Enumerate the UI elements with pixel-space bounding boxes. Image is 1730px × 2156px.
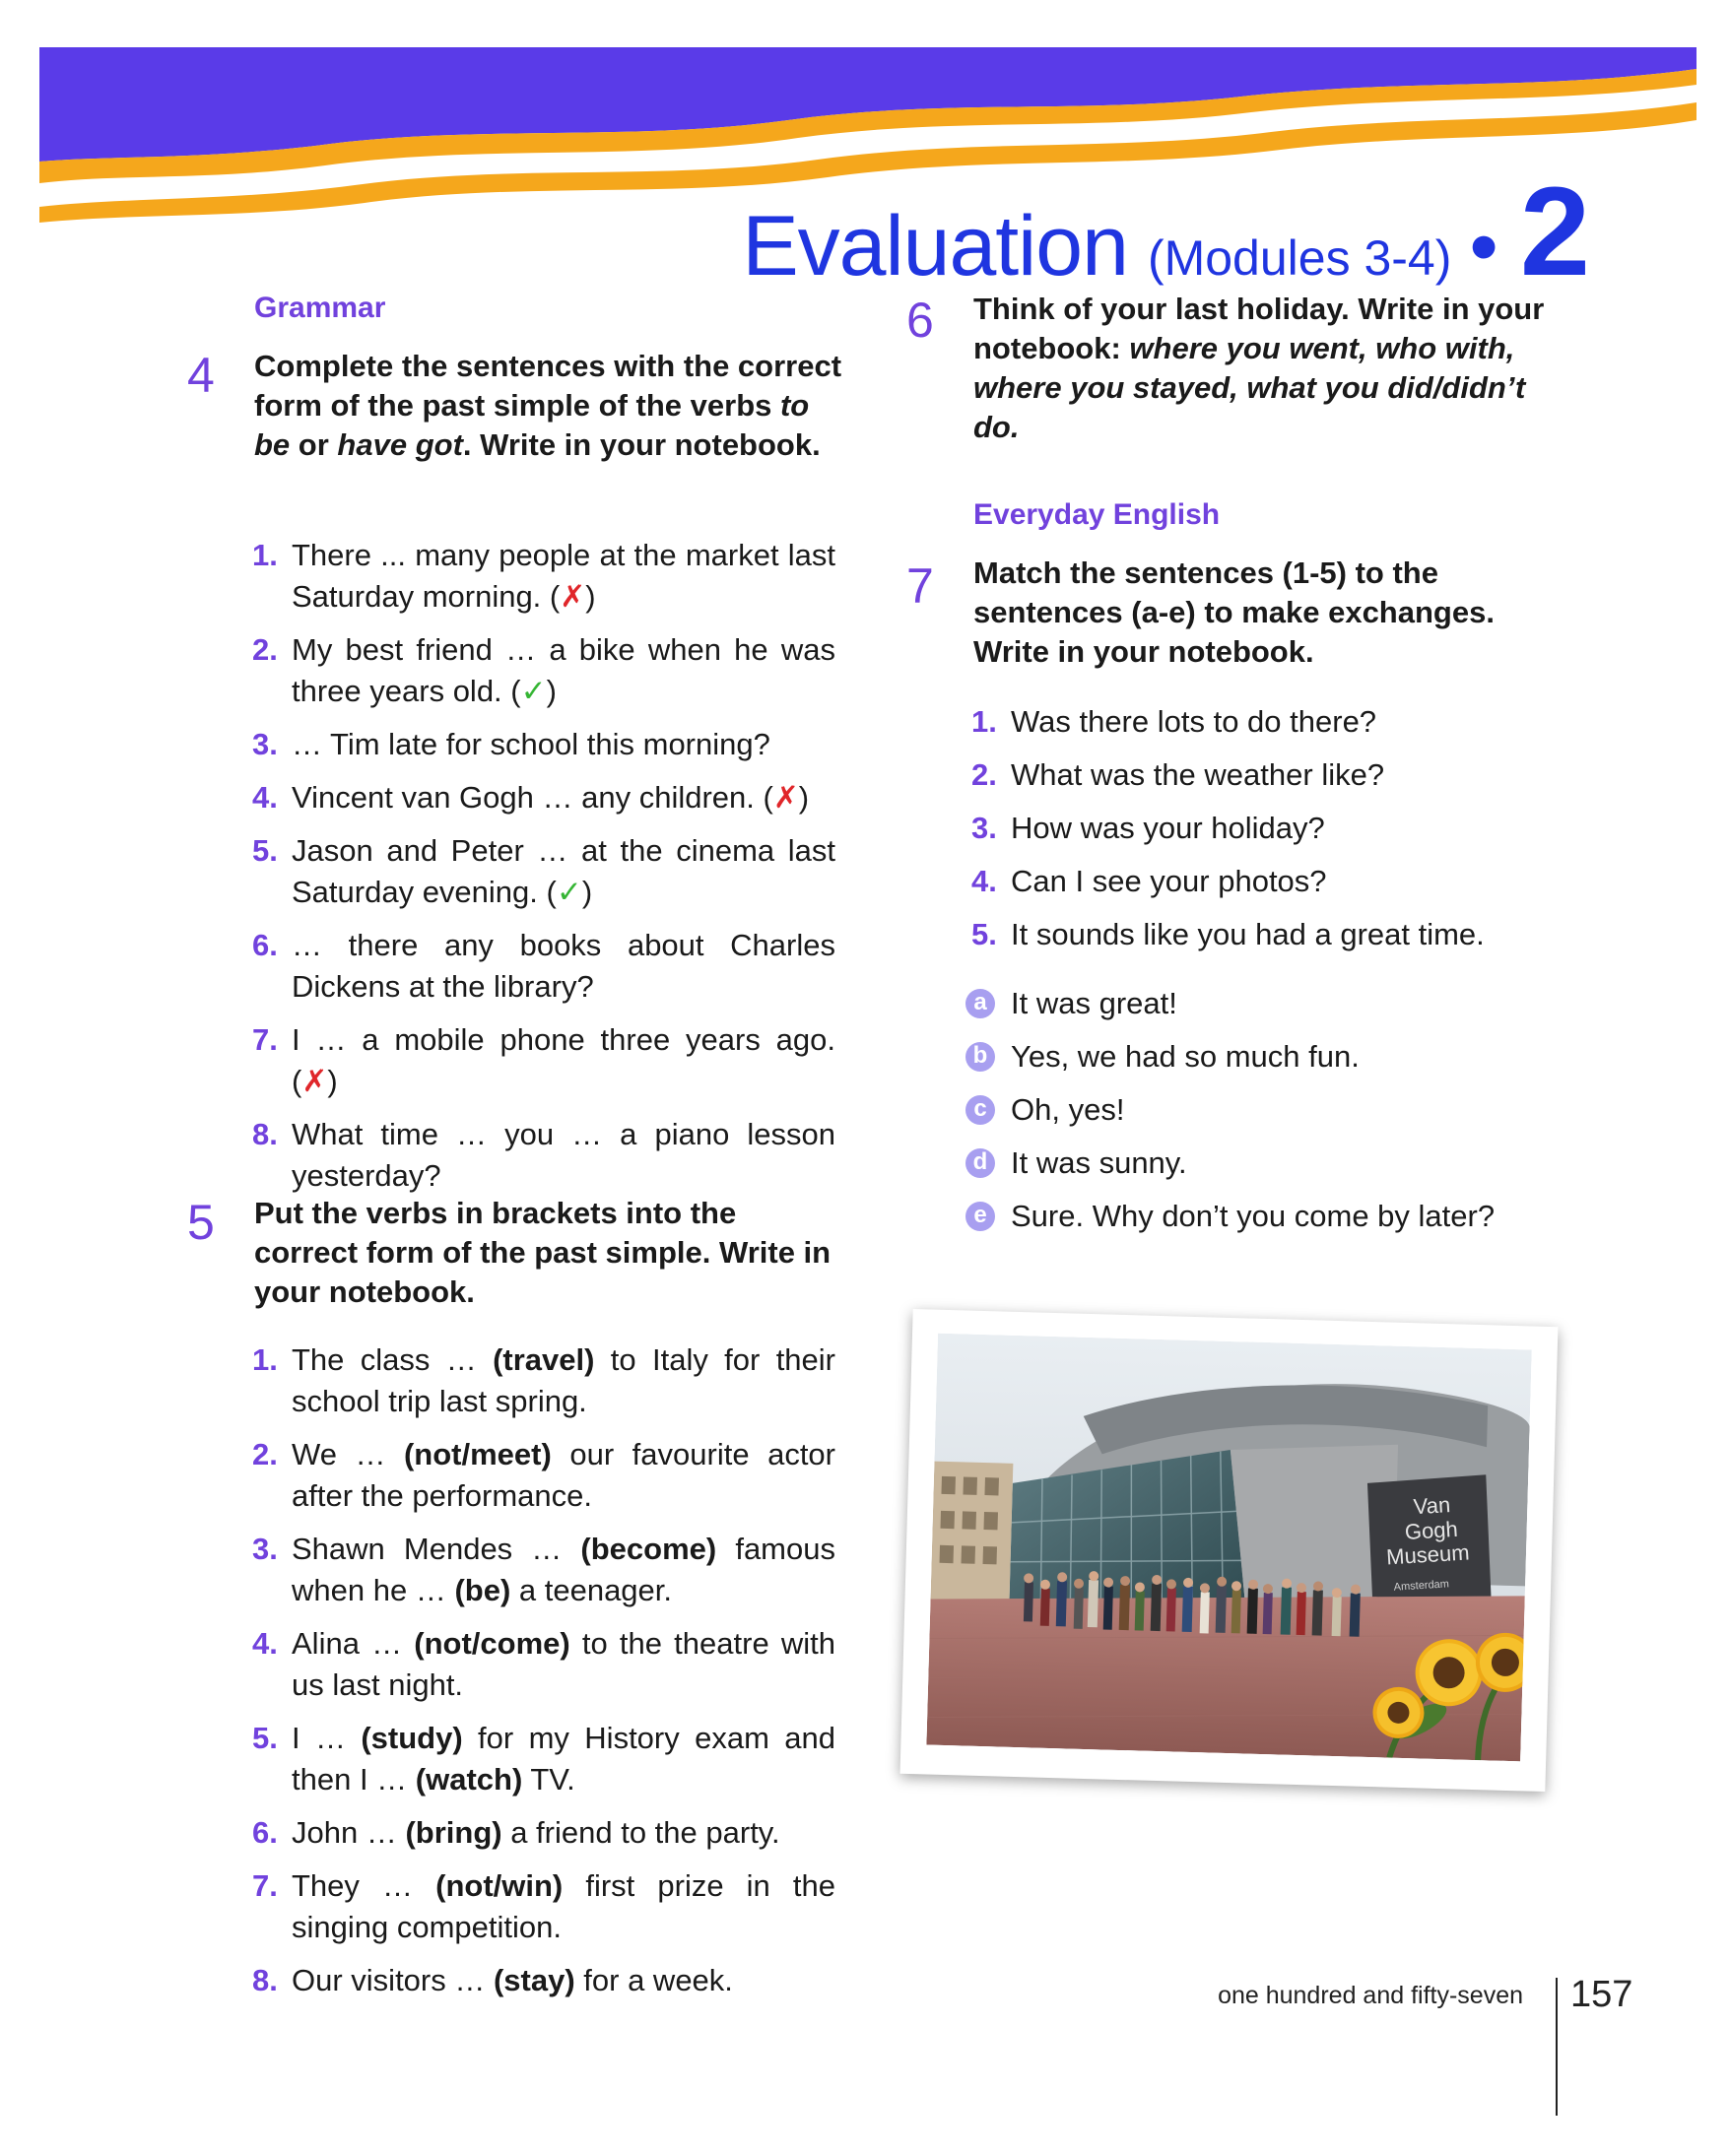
exercise-7-number: 7 xyxy=(906,558,934,614)
page-title xyxy=(742,162,1590,302)
item-text: John … xyxy=(292,1815,406,1850)
list-item xyxy=(252,777,835,818)
answer-item xyxy=(965,983,1596,1024)
item-number: 6. xyxy=(252,928,278,962)
item-text: I … xyxy=(292,1721,362,1755)
item-text: to the theatre with us last night. xyxy=(292,1626,835,1702)
title-subtitle: (Modules 3-4) xyxy=(1147,230,1452,286)
list-item xyxy=(252,1812,835,1854)
answer-letter-badge: c xyxy=(965,1095,995,1125)
title-bullet: • xyxy=(1469,200,1498,293)
exercise-7-answers xyxy=(965,983,1596,1249)
item-number: 3. xyxy=(971,811,997,845)
exercise-6-number: 6 xyxy=(906,293,934,348)
item-number: 2. xyxy=(971,757,997,792)
verb-prompt: (watch) xyxy=(415,1762,523,1797)
item-number: 3. xyxy=(252,1532,278,1566)
item-number: 2. xyxy=(252,1437,278,1471)
ex6-instr-part: Think of your last holiday. Write in your notebook: xyxy=(973,292,1545,365)
list-item xyxy=(252,1434,835,1517)
grammar-heading: Grammar xyxy=(254,292,386,324)
footer-page-words: one hundred and fifty-seven xyxy=(1218,1982,1523,2009)
verb-prompt: (become) xyxy=(580,1532,717,1566)
verb-prompt: (not/meet) xyxy=(403,1437,552,1471)
answer-letter-badge: e xyxy=(965,1202,995,1231)
answer-item xyxy=(965,1143,1596,1184)
title-number: 2 xyxy=(1519,162,1590,302)
item-text: What was the weather like? xyxy=(1011,757,1385,792)
answer-text: Sure. Why don’t you come by later? xyxy=(1011,1199,1496,1233)
answer-text: It was great! xyxy=(1011,986,1177,1020)
item-number: 3. xyxy=(252,727,278,761)
item-text: Vincent van Gogh … any children. ( xyxy=(292,780,773,815)
answer-letter-badge: b xyxy=(965,1042,995,1072)
item-text: My best friend … a bike when he was three years old. ( xyxy=(292,632,835,708)
verb-prompt: (travel) xyxy=(493,1342,595,1377)
list-item xyxy=(252,830,835,913)
list-item xyxy=(252,1865,835,1948)
item-number: 7. xyxy=(252,1868,278,1903)
list-item xyxy=(971,701,1582,743)
list-item xyxy=(252,1529,835,1611)
list-item xyxy=(252,1960,835,2001)
item-text: How was your holiday? xyxy=(1011,811,1325,845)
exercise-5-number: 5 xyxy=(187,1195,215,1250)
item-text-end: ) xyxy=(585,579,596,614)
exercise-6-instruction xyxy=(973,290,1574,447)
list-item xyxy=(252,1339,835,1422)
item-number: 8. xyxy=(252,1963,278,1997)
sign-line-3: Museum xyxy=(1385,1539,1471,1570)
exercise-4-list xyxy=(252,535,835,1209)
list-item xyxy=(252,1623,835,1706)
item-number: 1. xyxy=(971,704,997,739)
museum-photo xyxy=(900,1309,1559,1792)
item-text: a friend to the party. xyxy=(501,1815,780,1850)
item-text: for my History exam and then I … xyxy=(292,1721,836,1797)
list-item xyxy=(252,1114,835,1197)
item-number: 1. xyxy=(252,538,278,572)
answer-letter-badge: d xyxy=(965,1148,995,1178)
verb-prompt: (be) xyxy=(454,1573,511,1607)
item-text: first prize in the singing competition. xyxy=(292,1868,835,1944)
everyday-english-heading: Everyday English xyxy=(973,498,1221,531)
exercise-7-list xyxy=(971,701,1582,967)
list-item xyxy=(971,914,1582,955)
item-text: Jason and Peter … at the cinema last Saturday evening. ( xyxy=(292,833,835,909)
item-number: 7. xyxy=(252,1022,278,1057)
item-text: They … xyxy=(292,1868,436,1903)
answer-item xyxy=(965,1089,1596,1131)
item-text: We … xyxy=(292,1437,404,1471)
answer-item xyxy=(965,1036,1596,1078)
cross-mark-icon: ✗ xyxy=(560,579,586,614)
item-text: Our visitors … xyxy=(292,1963,494,1997)
title-text: Evaluation xyxy=(742,199,1128,294)
list-item xyxy=(252,1019,835,1102)
exercise-5-list xyxy=(252,1339,835,2013)
sign-line-2: Gogh xyxy=(1404,1516,1459,1544)
sign-line-4: Amsterdam xyxy=(1393,1578,1450,1594)
item-text: What time … you … a piano lesson yesterday? xyxy=(292,1117,835,1193)
exercise-4-instruction xyxy=(254,347,845,465)
list-item xyxy=(252,629,835,712)
cross-mark-icon: ✗ xyxy=(772,780,799,815)
item-text: Was there lots to do there? xyxy=(1011,704,1377,739)
answer-text: Oh, yes! xyxy=(1011,1092,1125,1127)
item-text: famous when he … xyxy=(292,1532,835,1607)
item-number: 5. xyxy=(971,917,997,951)
item-number: 1. xyxy=(252,1342,278,1377)
answer-text: It was sunny. xyxy=(1011,1145,1187,1180)
item-text: I … a mobile phone three years ago. ( xyxy=(292,1022,835,1098)
item-text: Can I see your photos? xyxy=(1011,864,1327,898)
list-item xyxy=(252,535,835,618)
item-text-end: ) xyxy=(546,674,557,708)
list-item xyxy=(252,1718,835,1800)
item-number: 2. xyxy=(252,632,278,667)
check-mark-icon: ✓ xyxy=(520,674,547,708)
answer-item xyxy=(965,1196,1596,1237)
item-text: … there any books about Charles Dickens at the library? xyxy=(292,928,835,1004)
exercise-4-number: 4 xyxy=(187,348,215,403)
verb-prompt: (not/come) xyxy=(414,1626,570,1661)
footer-divider xyxy=(1556,1978,1558,2116)
item-number: 4. xyxy=(252,1626,278,1661)
item-text: There ... many people at the market last Saturday morning. ( xyxy=(292,538,835,614)
answer-letter-badge: a xyxy=(965,989,995,1018)
item-text: to Italy for their school trip last spring. xyxy=(292,1342,836,1418)
item-number: 5. xyxy=(252,833,278,868)
item-number: 6. xyxy=(252,1815,278,1850)
list-item xyxy=(971,861,1582,902)
item-number: 8. xyxy=(252,1117,278,1151)
verb-prompt: (bring) xyxy=(405,1815,502,1850)
museum-photo-image xyxy=(926,1334,1531,1762)
item-text: The class … xyxy=(292,1342,494,1377)
ex4-instr-part: or xyxy=(290,427,338,462)
verb-prompt: (not/win) xyxy=(435,1868,564,1903)
verb-prompt: (study) xyxy=(361,1721,463,1755)
exercise-7-instruction: Match the sentences (1-5) to the sentences (a-e) to make exchanges. Write in your notebook. xyxy=(973,555,1495,669)
ex4-instr-italic: have got xyxy=(337,427,463,462)
item-text: TV. xyxy=(522,1762,575,1797)
cross-mark-icon: ✗ xyxy=(301,1064,328,1098)
page-number: 157 xyxy=(1570,1974,1633,2015)
item-text: … Tim late for school this morning? xyxy=(292,727,770,761)
item-text-end: ) xyxy=(327,1064,338,1098)
verb-prompt: (stay) xyxy=(493,1963,575,1997)
item-text: Shawn Mendes … xyxy=(292,1532,581,1566)
item-text: a teenager. xyxy=(510,1573,673,1607)
item-number: 5. xyxy=(252,1721,278,1755)
ex6-instr-italic: where you went, who with, where you stayed, what you did/didn’t do. xyxy=(973,331,1526,444)
sign-line-1: Van xyxy=(1412,1492,1451,1520)
item-text: for a week. xyxy=(574,1963,733,1997)
check-mark-icon: ✓ xyxy=(556,875,582,909)
answer-text: Yes, we had so much fun. xyxy=(1011,1039,1360,1074)
list-item xyxy=(971,754,1582,796)
item-text: our favourite actor after the performance. xyxy=(292,1437,835,1513)
ex4-instr-part: Complete the sentences with the correct form of the past simple of the verbs xyxy=(254,349,842,423)
item-number: 4. xyxy=(971,864,997,898)
ex4-instr-part: . Write in your notebook. xyxy=(462,427,821,462)
item-number: 4. xyxy=(252,780,278,815)
item-text-end: ) xyxy=(581,875,593,909)
item-text: It sounds like you had a great time. xyxy=(1011,917,1485,951)
item-text: Alina … xyxy=(292,1626,415,1661)
item-text-end: ) xyxy=(798,780,810,815)
list-item xyxy=(252,925,835,1008)
ex4-instr-italic: to be xyxy=(254,388,810,462)
purple-band xyxy=(39,47,1697,162)
list-item xyxy=(971,808,1582,849)
exercise-5-instruction: Put the verbs in brackets into the correct form of the past simple. Write in your notebook. xyxy=(254,1196,832,1309)
list-item xyxy=(252,724,835,765)
